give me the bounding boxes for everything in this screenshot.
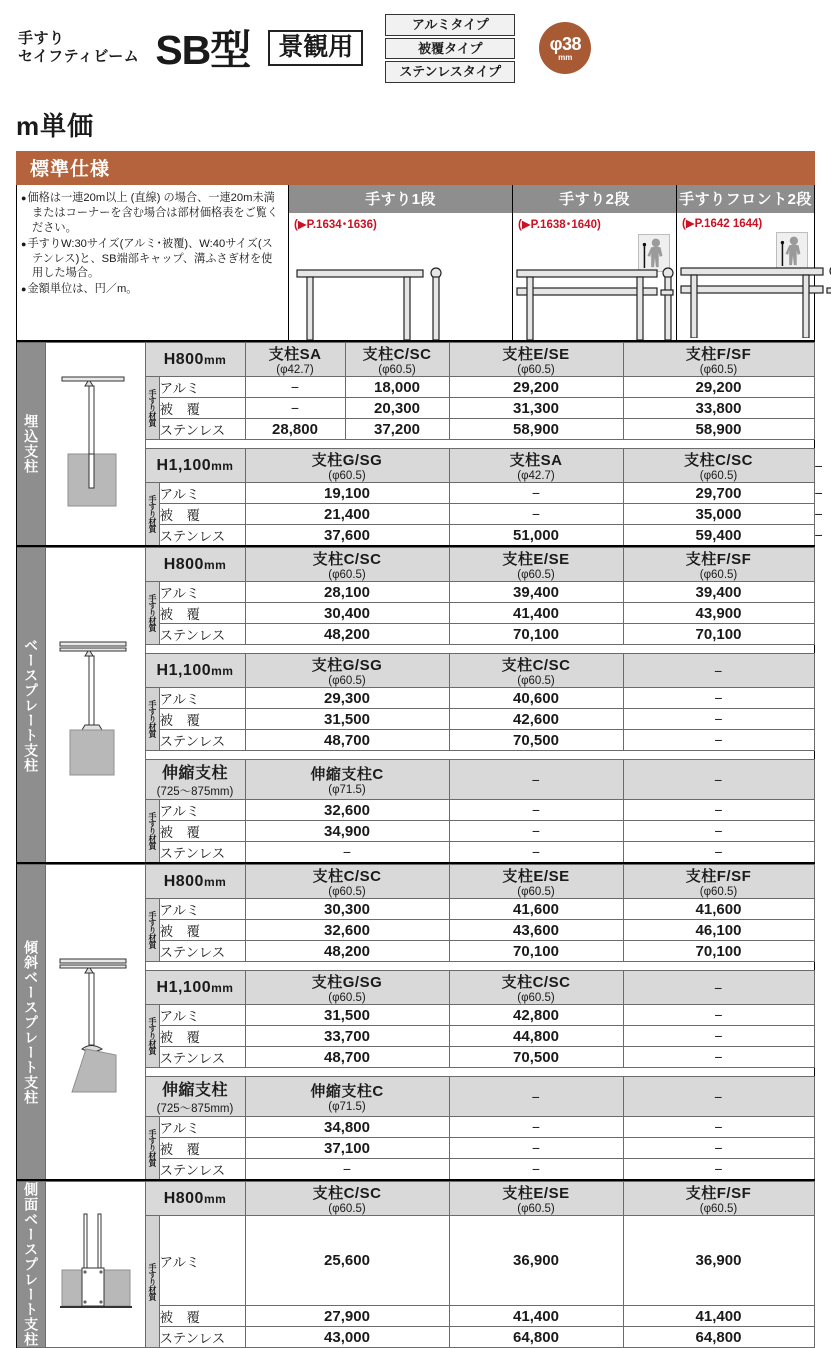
post-type-header: 支柱C/SC (φ60.5) — [449, 654, 623, 688]
price-cell: 42,600 — [449, 709, 623, 730]
side-base-plate-diagram — [46, 1210, 146, 1320]
material-axis-label: 手すり材質 — [145, 1117, 159, 1181]
product-model: SB型 — [155, 26, 251, 73]
post-type-header: 伸縮支柱C (φ71.5) — [245, 760, 449, 800]
post-type-header: 支柱G/SG (φ60.5) — [245, 654, 449, 688]
material-name: アルミ — [159, 483, 245, 504]
price-cell: 70,100 — [449, 941, 623, 962]
material-name: 被 覆 — [159, 504, 245, 525]
material-axis-label: 手すり材質 — [145, 582, 159, 645]
column-group-title: 手すり2段 — [513, 185, 676, 213]
price-cell: 46,100 — [623, 920, 814, 941]
section-diagram-cell — [45, 548, 145, 864]
post-diameter: (φ60.5) — [328, 1203, 366, 1215]
material-name: 被 覆 — [159, 920, 245, 941]
price-cell: − — [623, 821, 814, 842]
post-type-header: 支柱F/SF (φ60.5) — [623, 548, 814, 582]
price-table — [17, 342, 824, 1348]
height-header: H800mm — [145, 343, 245, 377]
price-cell: 41,400 — [449, 603, 623, 624]
price-cell: 58,900 — [449, 419, 623, 440]
handrail-front-2tier-illustration — [677, 242, 831, 338]
block-header-row — [17, 343, 814, 377]
column-group-title: 手すり1段 — [289, 185, 512, 213]
material-name: ステンレス — [159, 1159, 245, 1181]
price-cell: − — [245, 377, 345, 398]
material-name: ステンレス — [159, 525, 245, 547]
material-name: ステンレス — [159, 842, 245, 864]
post-diameter: (φ60.5) — [328, 886, 366, 898]
embedded-post-diagram — [46, 359, 146, 529]
block-header-row: H1,100mm 支柱G/SG (φ60.5) 支柱SA (φ42.7) 支柱C/SC (φ60.5) − — [17, 449, 814, 483]
notes-and-column-headers — [16, 185, 815, 342]
price-cell: 29,200 — [449, 377, 623, 398]
price-cell: 44,800 — [449, 1026, 623, 1047]
post-diameter: (φ60.5) — [699, 364, 738, 376]
material-name: 被 覆 — [159, 1306, 245, 1327]
post-type-header: 支柱C/SC (φ60.5) — [245, 548, 449, 582]
price-cell: 37,600 — [245, 525, 449, 547]
type-chip-aluminum: アルミタイプ — [385, 14, 515, 36]
price-cell: 33,700 — [245, 1026, 449, 1047]
height-header: H800mm — [145, 548, 245, 582]
price-cell: 39,400 — [623, 582, 814, 603]
price-cell: 34,900 — [245, 821, 449, 842]
post-diameter: (φ60.5) — [517, 1203, 555, 1215]
height-header: H1,100mm — [145, 971, 245, 1005]
price-cell: 70,100 — [623, 941, 814, 962]
price-cell: 31,500 — [245, 1005, 449, 1026]
product-type-list — [385, 14, 515, 83]
material-axis-label: 手すり材質 — [145, 800, 159, 864]
material-axis-label: 手すり材質 — [145, 899, 159, 962]
price-cell: 43,000 — [245, 1327, 449, 1348]
post-diameter: (φ60.5) — [328, 470, 366, 482]
note-item: ● 金額単位は、円／m。 — [21, 282, 282, 297]
material-name: アルミ — [159, 1117, 245, 1138]
material-name: ステンレス — [159, 941, 245, 962]
price-cell: − — [623, 800, 814, 821]
column-group-page-ref[interactable]: (▶P.1638･1640) — [518, 219, 601, 231]
post-diameter: (φ60.5) — [699, 886, 738, 898]
price-cell: 70,100 — [623, 624, 814, 645]
price-cell: − — [623, 1005, 814, 1026]
price-table-wrapper — [16, 342, 824, 1348]
material-name: 被 覆 — [159, 821, 245, 842]
post-type-header: 支柱SA (φ42.7) — [245, 343, 345, 377]
height-header: H800mm — [145, 1182, 245, 1216]
material-axis-label: 手すり材質 — [145, 483, 159, 547]
post-type-header: 支柱E/SE (φ60.5) — [449, 1182, 623, 1216]
price-cell: 41,400 — [623, 1306, 814, 1327]
price-cell: 41,600 — [623, 899, 814, 920]
material-axis-label: 手すり材質 — [145, 688, 159, 751]
section-side-label: 側面ベースプレート支柱 — [17, 1182, 45, 1348]
section-side-label: 傾斜ベースプレート支柱 — [17, 865, 45, 1181]
price-cell: − — [245, 398, 345, 419]
diameter-badge — [539, 22, 591, 74]
height-header: H800mm — [145, 865, 245, 899]
column-group-title: 手すりフロント2段 — [677, 185, 814, 213]
height-sub-label: (725〜875mm) — [156, 786, 234, 798]
price-cell: − — [623, 1117, 814, 1138]
material-name: 被 覆 — [159, 603, 245, 624]
post-diameter: (φ60.5) — [699, 569, 738, 581]
material-axis-label: 手すり材質 — [145, 377, 159, 440]
price-cell: 28,100 — [245, 582, 449, 603]
price-cell: 43,600 — [449, 920, 623, 941]
block-header-row — [17, 865, 814, 899]
height-header: 伸縮支柱 (725〜875mm) — [145, 1077, 245, 1117]
price-cell: 31,300 — [449, 398, 623, 419]
page-header — [0, 0, 831, 92]
post-diameter: (φ60.5) — [517, 364, 555, 376]
post-diameter: (φ60.5) — [699, 470, 738, 482]
price-cell: − — [449, 504, 623, 525]
table-row: 手すり材質 アルミ 19,100 − 29,700 − — [17, 483, 814, 504]
price-cell: 48,200 — [245, 624, 449, 645]
price-cell: 29,200 — [623, 377, 814, 398]
material-name: ステンレス — [159, 1047, 245, 1068]
standard-spec-bar: 標準仕様 — [16, 151, 815, 185]
table-row: ステンレス 37,600 51,000 59,400 − — [159, 526, 823, 544]
price-cell: 70,100 — [449, 624, 623, 645]
height-header: H1,100mm — [145, 654, 245, 688]
price-cell: 36,900 — [449, 1216, 623, 1306]
post-diameter: (φ60.5) — [517, 569, 555, 581]
column-group-page-ref[interactable]: (▶P.1634･1636) — [294, 219, 377, 231]
price-cell: − — [449, 800, 623, 821]
price-cell: 51,000 — [449, 525, 623, 547]
notes-list — [17, 185, 289, 340]
material-axis-label: 手すり材質 — [145, 1216, 159, 1348]
post-type-header: 支柱F/SF (φ60.5) — [623, 343, 814, 377]
price-cell: 70,500 — [449, 1047, 623, 1068]
post-type-header: 支柱C/SC (φ60.5) — [623, 449, 814, 483]
material-name: 被 覆 — [159, 709, 245, 730]
price-cell: 29,300 — [245, 688, 449, 709]
material-name: ステンレス — [159, 1327, 245, 1348]
price-cell: − — [623, 730, 814, 751]
material-name: アルミ — [159, 800, 245, 821]
section-side-label: ベースプレート支柱 — [17, 548, 45, 864]
price-cell: 28,800 — [245, 419, 345, 440]
handrail-2tier-illustration — [513, 244, 677, 340]
price-cell: 70,500 — [449, 730, 623, 751]
handrail-1tier-illustration — [289, 244, 513, 340]
product-category-line1: 手すり — [18, 30, 65, 48]
price-table-body — [17, 343, 824, 1348]
column-group-headers — [289, 185, 814, 340]
height-sub-label: (725〜875mm) — [156, 1103, 234, 1115]
price-cell: 64,800 — [449, 1327, 623, 1348]
price-cell: 30,400 — [245, 603, 449, 624]
price-cell: 18,000 — [345, 377, 449, 398]
post-diameter: (φ60.5) — [328, 675, 366, 687]
post-diameter: (φ60.5) — [517, 992, 555, 1004]
price-cell: 36,900 — [623, 1216, 814, 1306]
price-cell: 27,900 — [245, 1306, 449, 1327]
post-type-header: 支柱E/SE (φ60.5) — [449, 548, 623, 582]
product-category-line2: セイフティビーム — [18, 48, 140, 66]
post-type-header: 支柱F/SF (φ60.5) — [623, 865, 814, 899]
height-header: 伸縮支柱 (725〜875mm) — [145, 760, 245, 800]
post-type-header: 支柱G/SG (φ60.5) — [245, 971, 449, 1005]
height-header: H1,100mm — [145, 449, 245, 483]
post-diameter: (φ60.5) — [378, 364, 416, 376]
post-type-header: 伸縮支柱C (φ71.5) — [245, 1077, 449, 1117]
post-diameter: (φ42.7) — [276, 364, 314, 376]
base-plate-diagram — [46, 620, 146, 790]
material-name: ステンレス — [159, 624, 245, 645]
price-cell: 37,100 — [245, 1138, 449, 1159]
price-cell: 33,800 — [623, 398, 814, 419]
price-cell: 42,800 — [449, 1005, 623, 1026]
price-cell: 37,200 — [345, 419, 449, 440]
diameter-value: φ38 — [549, 33, 581, 54]
price-cell: − — [245, 842, 449, 864]
section-diagram-cell — [45, 343, 145, 547]
note-item: ● 価格は一連20m以上 (直線) の場合、一連20m未満またはコーナーを含む場合は部材価格表をご覧ください。 — [21, 191, 282, 236]
price-cell: 41,600 — [449, 899, 623, 920]
material-name: アルミ — [159, 1005, 245, 1026]
price-cell: 30,300 — [245, 899, 449, 920]
column-group-handrail-1tier — [289, 185, 513, 340]
post-diameter: (φ60.5) — [328, 992, 366, 1004]
price-cell: 21,400 — [245, 504, 449, 525]
post-type-header: − — [623, 971, 814, 1005]
post-type-header: 支柱C/SC (φ60.5) — [245, 865, 449, 899]
price-cell: 48,200 — [245, 941, 449, 962]
price-cell: − — [449, 483, 623, 504]
post-type-header: 支柱E/SE (φ60.5) — [449, 865, 623, 899]
material-name: アルミ — [159, 582, 245, 603]
unit-price-title: m単価 — [16, 111, 95, 141]
post-type-header: − — [623, 1077, 814, 1117]
price-cell: 35,000 — [623, 504, 814, 525]
price-cell: − — [623, 709, 814, 730]
material-name: 被 覆 — [159, 398, 245, 419]
price-cell: 32,600 — [245, 800, 449, 821]
price-cell: − — [623, 688, 814, 709]
type-chip-stainless: ステンレスタイプ — [385, 61, 515, 83]
price-cell: 34,800 — [245, 1117, 449, 1138]
block-header-row — [17, 1182, 814, 1216]
material-name: ステンレス — [159, 730, 245, 751]
post-type-header: 支柱E/SE (φ60.5) — [449, 343, 623, 377]
price-cell: 20,300 — [345, 398, 449, 419]
post-type-header: 支柱SA (φ42.7) — [449, 449, 623, 483]
section-diagram-cell — [45, 865, 145, 1181]
product-use-badge: 景観用 — [268, 30, 363, 66]
slope-base-plate-diagram — [46, 937, 146, 1107]
price-cell: 32,600 — [245, 920, 449, 941]
price-cell: − — [623, 1026, 814, 1047]
post-diameter: (φ60.5) — [699, 1203, 738, 1215]
block-header-row — [17, 548, 814, 582]
price-cell: 29,700 — [623, 483, 814, 504]
price-cell: − — [449, 1117, 623, 1138]
column-group-handrail-front-2tier — [677, 185, 814, 340]
price-cell: 39,400 — [449, 582, 623, 603]
material-name: アルミ — [159, 899, 245, 920]
diameter-unit: mm — [558, 52, 573, 62]
material-name: 被 覆 — [159, 1138, 245, 1159]
type-chip-coated: 被覆タイプ — [385, 38, 515, 60]
material-name: 被 覆 — [159, 1026, 245, 1047]
post-type-header: 支柱C/SC (φ60.5) — [449, 971, 623, 1005]
post-type-header: 支柱C/SC (φ60.5) — [245, 1182, 449, 1216]
post-diameter: (φ71.5) — [328, 1101, 366, 1113]
post-type-header: 支柱C/SC (φ60.5) — [345, 343, 449, 377]
post-diameter: (φ71.5) — [328, 784, 366, 796]
price-cell: 58,900 — [623, 419, 814, 440]
post-diameter: (φ60.5) — [517, 886, 555, 898]
price-cell: − — [623, 1047, 814, 1068]
price-cell: 31,500 — [245, 709, 449, 730]
price-cell: − — [623, 1138, 814, 1159]
post-type-header: − — [623, 654, 814, 688]
price-cell: 41,400 — [449, 1306, 623, 1327]
section-diagram-cell — [45, 1182, 145, 1348]
price-cell: 19,100 — [245, 483, 449, 504]
column-group-handrail-2tier — [513, 185, 677, 340]
price-cell: − — [623, 1159, 814, 1181]
price-cell: 64,800 — [623, 1327, 814, 1348]
section-side-label: 埋込支柱 — [17, 343, 45, 547]
post-diameter: (φ60.5) — [328, 569, 366, 581]
price-cell: 40,600 — [449, 688, 623, 709]
material-name: アルミ — [159, 377, 245, 398]
material-name: アルミ — [159, 688, 245, 709]
material-axis-label: 手すり材質 — [145, 1005, 159, 1068]
post-type-header: 支柱G/SG (φ60.5) — [245, 449, 449, 483]
product-category — [18, 30, 139, 67]
price-cell: − — [623, 842, 814, 864]
post-type-header: − — [623, 760, 814, 800]
post-type-header: − — [449, 1077, 623, 1117]
price-cell: 59,400 — [623, 525, 814, 547]
post-diameter: (φ60.5) — [517, 675, 555, 687]
price-cell: − — [245, 1159, 449, 1181]
price-cell: − — [449, 1138, 623, 1159]
price-cell: 48,700 — [245, 730, 449, 751]
price-cell: 43,900 — [623, 603, 814, 624]
price-cell: − — [449, 842, 623, 864]
material-name: ステンレス — [159, 419, 245, 440]
price-cell: − — [449, 1159, 623, 1181]
table-row: 被 覆 21,400 − 35,000 − — [159, 505, 823, 523]
post-type-header: − — [449, 760, 623, 800]
material-name: アルミ — [159, 1216, 245, 1306]
price-cell: 25,600 — [245, 1216, 449, 1306]
post-diameter: (φ42.7) — [517, 470, 555, 482]
price-cell: 48,700 — [245, 1047, 449, 1068]
note-item: ● 手すりW:30サイズ(アルミ･被覆)、W:40サイズ(ステンレス)と、SB端部キャップ、溝ふさぎ材を使用した場合。 — [21, 237, 282, 282]
price-cell: − — [449, 821, 623, 842]
column-group-page-ref[interactable]: (▶P.1642 1644) — [682, 218, 763, 230]
post-type-header: 支柱F/SF (φ60.5) — [623, 1182, 814, 1216]
